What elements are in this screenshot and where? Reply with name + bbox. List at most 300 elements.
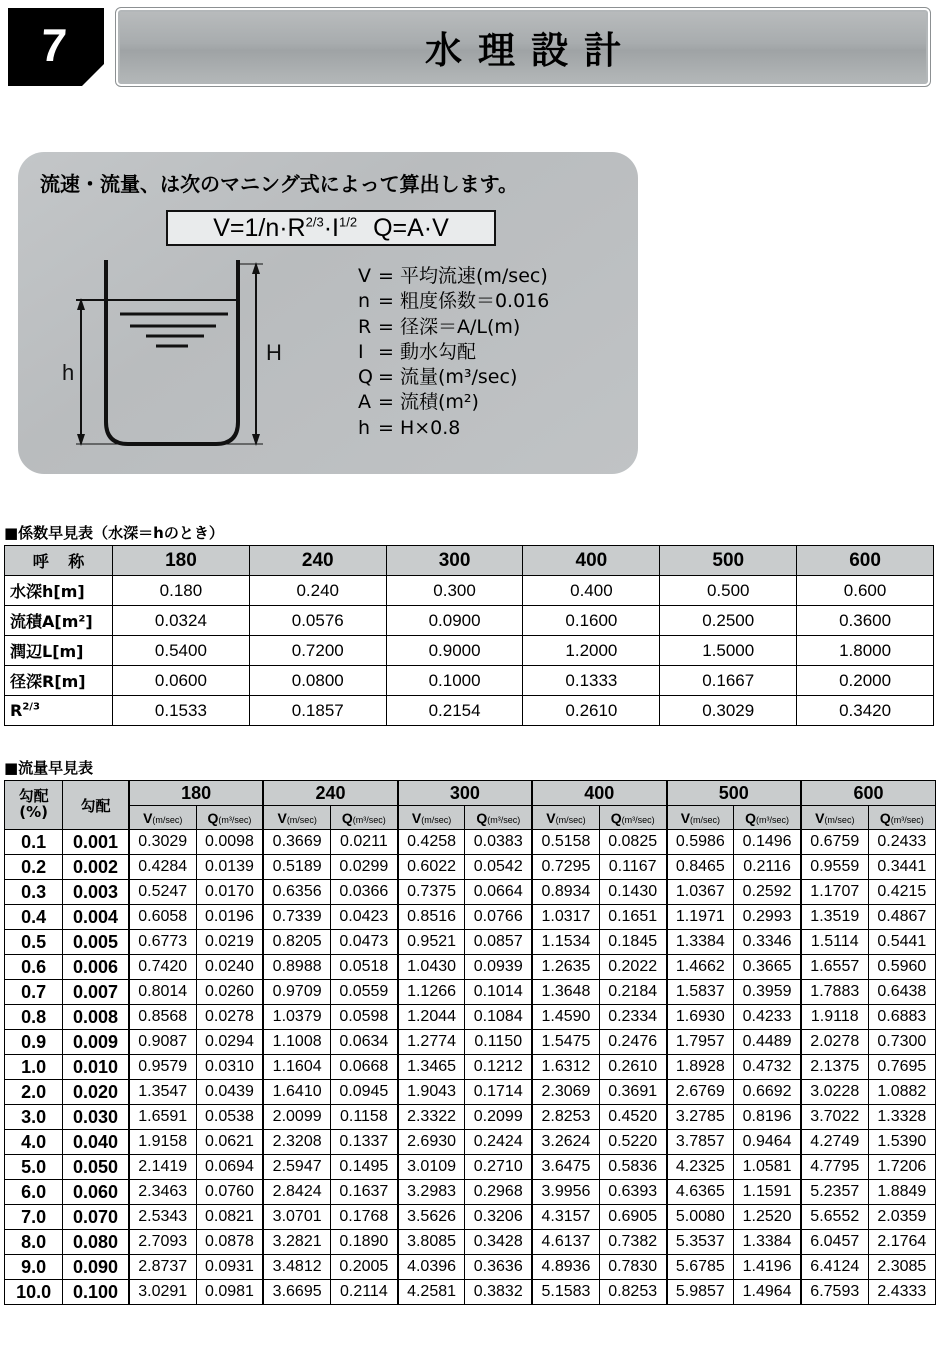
velocity-symbol: V: [277, 809, 287, 826]
discharge-cell: 0.0621: [196, 1130, 263, 1155]
velocity-cell: 3.8085: [398, 1230, 465, 1255]
velocity-cell: 1.2044: [398, 1005, 465, 1030]
velocity-cell: 1.6410: [263, 1080, 330, 1105]
table-row: [5, 696, 934, 726]
discharge-cell: 0.2022: [599, 955, 666, 980]
discharge-unit: (m³/sec): [621, 814, 655, 825]
velocity-cell: 5.1583: [532, 1280, 599, 1305]
table-row: [5, 880, 936, 905]
discharge-cell: 0.1158: [331, 1105, 398, 1130]
discharge-cell: 0.3636: [465, 1255, 532, 1280]
discharge-cell: 0.1167: [599, 855, 666, 880]
coef-cell: 0.1667: [660, 666, 797, 696]
manning-equation: $V=1/n\cdot R^{2/3}\cdot I^{1/2}$ Q=A·V: [213, 213, 449, 242]
coef-row-label: 径深R[m]: [5, 666, 113, 696]
coef-cell: 0.2500: [660, 606, 797, 636]
discharge-cell: 0.7830: [599, 1255, 666, 1280]
discharge-cell: 0.0299: [331, 855, 398, 880]
discharge-cell: 0.5960: [868, 955, 935, 980]
table-row: [5, 606, 934, 636]
flow-size-header: 600: [801, 781, 936, 806]
gradient-cell: 0.020: [63, 1080, 129, 1105]
velocity-cell: 1.6312: [532, 1055, 599, 1080]
discharge-cell: 0.0694: [196, 1155, 263, 1180]
discharge-cell: 1.0581: [734, 1155, 801, 1180]
discharge-cell: 0.0825: [599, 830, 666, 855]
definition-symbol: R: [358, 315, 372, 338]
discharge-cell: 0.0439: [196, 1080, 263, 1105]
definition-text: 平均流速(m/sec): [399, 265, 548, 287]
manning-formula-box: [166, 210, 496, 246]
definition-equals: =: [378, 290, 394, 313]
discharge-cell: 0.2968: [465, 1180, 532, 1205]
velocity-unit: (m/sec): [286, 814, 317, 825]
velocity-cell: 5.9857: [667, 1280, 734, 1305]
discharge-cell: 0.2424: [465, 1130, 532, 1155]
velocity-cell: 5.0080: [667, 1205, 734, 1230]
table-header-row: [5, 546, 934, 576]
gradient-percent-cell: 1.0: [5, 1055, 63, 1080]
velocity-cell: 2.3069: [532, 1080, 599, 1105]
velocity-cell: 2.3208: [263, 1130, 330, 1155]
discharge-cell: 0.0139: [196, 855, 263, 880]
discharge-cell: 0.6393: [599, 1180, 666, 1205]
velocity-cell: 1.1266: [398, 980, 465, 1005]
channel-diagram: [48, 252, 338, 462]
gradient-cell: 0.010: [63, 1055, 129, 1080]
velocity-cell: 1.5475: [532, 1030, 599, 1055]
table-row: [5, 1230, 936, 1255]
discharge-cell: 0.1014: [465, 980, 532, 1005]
discharge-symbol: Q: [207, 809, 219, 826]
discharge-cell: 0.8196: [734, 1105, 801, 1130]
discharge-unit: (m³/sec): [487, 814, 521, 825]
flow-size-header: 500: [667, 781, 801, 806]
velocity-unit: (m/sec): [152, 814, 183, 825]
discharge-symbol: Q: [341, 809, 353, 826]
velocity-cell: 3.5626: [398, 1205, 465, 1230]
table-row: [5, 830, 936, 855]
discharge-cell: 0.0278: [196, 1005, 263, 1030]
discharge-unit: (m³/sec): [218, 814, 252, 825]
discharge-cell: 0.0098: [196, 830, 263, 855]
discharge-cell: 0.1637: [331, 1180, 398, 1205]
velocity-cell: 0.8516: [398, 905, 465, 930]
discharge-cell: 0.1890: [331, 1230, 398, 1255]
discharge-cell: 0.0945: [331, 1080, 398, 1105]
discharge-cell: 0.1495: [331, 1155, 398, 1180]
gradient-cell: 0.100: [63, 1280, 129, 1305]
velocity-cell: 0.7420: [129, 955, 196, 980]
discharge-cell: 0.0857: [465, 930, 532, 955]
discharge-cell: 0.0366: [331, 880, 398, 905]
discharge-cell: 0.7382: [599, 1230, 666, 1255]
velocity-cell: 1.7883: [801, 980, 868, 1005]
gradient-percent-cell: 0.4: [5, 905, 63, 930]
gradient-cell: 0.007: [63, 980, 129, 1005]
velocity-cell: 1.1604: [263, 1055, 330, 1080]
velocity-unit: (m/sec): [824, 814, 855, 825]
flow-size-header: 180: [129, 781, 263, 806]
gradient-cell: 0.070: [63, 1205, 129, 1230]
coef-size-header: 500: [660, 546, 797, 576]
gradient-cell: 0.006: [63, 955, 129, 980]
definition-symbol: V: [358, 265, 371, 287]
velocity-cell: 1.2774: [398, 1030, 465, 1055]
flow-table-body: [5, 830, 936, 1305]
discharge-cell: 0.3428: [465, 1230, 532, 1255]
velocity-cell: 3.6695: [263, 1280, 330, 1305]
velocity-cell: 1.4662: [667, 955, 734, 980]
velocity-cell: 1.0367: [667, 880, 734, 905]
discharge-cell: 0.2476: [599, 1030, 666, 1055]
discharge-cell: 0.5220: [599, 1130, 666, 1155]
velocity-cell: 2.6769: [667, 1080, 734, 1105]
formula-panel: [18, 152, 638, 474]
velocity-cell: 1.8928: [667, 1055, 734, 1080]
definition-symbol: Q: [358, 366, 373, 389]
discharge-unit: (m³/sec): [352, 814, 386, 825]
discharge-cell: 0.0240: [196, 955, 263, 980]
channel-wall-path: [106, 260, 238, 444]
gradient-percent-header: [5, 781, 63, 830]
discharge-cell: 0.0542: [465, 855, 532, 880]
discharge-cell: 0.5836: [599, 1155, 666, 1180]
coef-cell: 0.300: [386, 576, 523, 606]
velocity-cell: 6.4124: [801, 1255, 868, 1280]
discharge-cell: 0.0310: [196, 1055, 263, 1080]
velocity-cell: 1.9118: [801, 1005, 868, 1030]
discharge-cell: 0.2993: [734, 905, 801, 930]
definition-equals: =: [378, 416, 394, 439]
velocity-cell: 0.8014: [129, 980, 196, 1005]
discharge-cell: 0.0939: [465, 955, 532, 980]
velocity-cell: 3.2983: [398, 1180, 465, 1205]
discharge-cell: 0.2005: [331, 1255, 398, 1280]
definition-text: H×0.8: [399, 416, 461, 439]
velocity-cell: 1.9043: [398, 1080, 465, 1105]
velocity-cell: 4.8936: [532, 1255, 599, 1280]
velocity-cell: 1.1008: [263, 1030, 330, 1055]
definition-row: [358, 390, 549, 415]
coef-cell: 0.2610: [523, 696, 660, 726]
flow-size-header: 300: [398, 781, 532, 806]
velocity-cell: 6.0457: [801, 1230, 868, 1255]
coef-cell: 0.3420: [797, 696, 934, 726]
coef-cell: 0.1000: [386, 666, 523, 696]
discharge-cell: 0.3691: [599, 1080, 666, 1105]
discharge-cell: 0.0668: [331, 1055, 398, 1080]
formula-lead-text: 流速・流量、は次のマニング式によって算出します。: [40, 172, 518, 196]
velocity-cell: 0.8988: [263, 955, 330, 980]
velocity-cell: 0.4284: [129, 855, 196, 880]
discharge-cell: 0.2116: [734, 855, 801, 880]
table-row: [5, 1005, 936, 1030]
coef-cell: 1.5000: [660, 636, 797, 666]
velocity-cell: 2.8424: [263, 1180, 330, 1205]
gradient-percent-cell: 7.0: [5, 1205, 63, 1230]
velocity-cell: 1.4590: [532, 1005, 599, 1030]
velocity-cell: 1.0379: [263, 1005, 330, 1030]
gradient-percent-cell: 2.0: [5, 1080, 63, 1105]
table-row: [5, 1180, 936, 1205]
coefficient-table: [4, 545, 934, 726]
velocity-cell: 4.6137: [532, 1230, 599, 1255]
velocity-unit: (m/sec): [690, 814, 721, 825]
velocity-cell: 5.2357: [801, 1180, 868, 1205]
gradient-percent-label-line2: (%): [19, 803, 48, 821]
table-row: [5, 666, 934, 696]
discharge-cell: 0.4233: [734, 1005, 801, 1030]
coef-cell: 0.0800: [249, 666, 386, 696]
discharge-cell: 0.0821: [196, 1205, 263, 1230]
discharge-cell: 0.3441: [868, 855, 935, 880]
table-row: [5, 1030, 936, 1055]
discharge-cell: 0.0931: [196, 1255, 263, 1280]
velocity-cell: 1.6930: [667, 1005, 734, 1030]
table-row: [5, 955, 936, 980]
velocity-symbol: V: [143, 809, 153, 826]
table-row: [5, 855, 936, 880]
discharge-cell: 0.0598: [331, 1005, 398, 1030]
velocity-cell: 1.1707: [801, 880, 868, 905]
gradient-percent-cell: 0.1: [5, 830, 63, 855]
velocity-cell: 0.6773: [129, 930, 196, 955]
table-row: [5, 1105, 936, 1130]
velocity-cell: 2.8253: [532, 1105, 599, 1130]
gradient-cell: 0.008: [63, 1005, 129, 1030]
discharge-unit: (m³/sec): [756, 814, 790, 825]
discharge-cell: 0.0878: [196, 1230, 263, 1255]
discharge-cell: 0.3206: [465, 1205, 532, 1230]
velocity-cell: 4.2581: [398, 1280, 465, 1305]
definition-text: 流積(m²): [399, 391, 479, 414]
discharge-cell: 0.0196: [196, 905, 263, 930]
gradient-percent-cell: 9.0: [5, 1255, 63, 1280]
discharge-cell: 0.0423: [331, 905, 398, 930]
gradient-cell: 0.002: [63, 855, 129, 880]
coef-row-label: 水深h[m]: [5, 576, 113, 606]
chapter-number: 7: [39, 19, 69, 71]
velocity-unit: (m/sec): [421, 814, 452, 825]
velocity-cell: 3.9956: [532, 1180, 599, 1205]
discharge-cell: 0.4215: [868, 880, 935, 905]
velocity-cell: 0.7375: [398, 880, 465, 905]
velocity-cell: 0.8465: [667, 855, 734, 880]
velocity-cell: 1.3465: [398, 1055, 465, 1080]
discharge-symbol: Q: [476, 809, 488, 826]
coef-cell: 0.1857: [249, 696, 386, 726]
discharge-cell: 0.3665: [734, 955, 801, 980]
coef-row-label: 流積A[m²]: [5, 606, 113, 636]
discharge-cell: 1.3328: [868, 1105, 935, 1130]
coef-cell: 1.2000: [523, 636, 660, 666]
discharge-cell: 0.0634: [331, 1030, 398, 1055]
velocity-unit-header: [263, 806, 330, 830]
coef-row-label: 潤辺L[m]: [5, 636, 113, 666]
velocity-cell: 3.7857: [667, 1130, 734, 1155]
gradient-cell: 0.030: [63, 1105, 129, 1130]
discharge-cell: 0.0219: [196, 930, 263, 955]
discharge-symbol: Q: [610, 809, 622, 826]
discharge-unit-header: [868, 806, 935, 830]
coef-cell: 0.180: [113, 576, 250, 606]
discharge-cell: 1.4964: [734, 1280, 801, 1305]
coef-cell: 0.7200: [249, 636, 386, 666]
velocity-cell: 1.3547: [129, 1080, 196, 1105]
gradient-percent-cell: 3.0: [5, 1105, 63, 1130]
definition-equals: =: [378, 366, 394, 389]
velocity-cell: 2.0099: [263, 1105, 330, 1130]
velocity-cell: 0.5158: [532, 830, 599, 855]
coef-size-header: 300: [386, 546, 523, 576]
coef-cell: 0.600: [797, 576, 934, 606]
discharge-symbol: Q: [745, 809, 757, 826]
velocity-cell: 0.7295: [532, 855, 599, 880]
velocity-cell: 0.9579: [129, 1055, 196, 1080]
velocity-cell: 4.3157: [532, 1205, 599, 1230]
gradient-percent-cell: 8.0: [5, 1230, 63, 1255]
table-header-row-top: [5, 781, 936, 806]
velocity-cell: 3.0291: [129, 1280, 196, 1305]
velocity-cell: 0.9087: [129, 1030, 196, 1055]
discharge-cell: 0.1845: [599, 930, 666, 955]
velocity-cell: 4.6365: [667, 1180, 734, 1205]
gradient-cell: 0.050: [63, 1155, 129, 1180]
velocity-cell: 1.9158: [129, 1130, 196, 1155]
discharge-cell: 0.4489: [734, 1030, 801, 1055]
definition-text: 径深＝A/L(m): [399, 315, 521, 338]
definition-equals: =: [378, 315, 394, 338]
discharge-cell: 0.1337: [331, 1130, 398, 1155]
table-row: [5, 930, 936, 955]
flow-rate-table: [4, 780, 936, 1305]
definition-equals: =: [378, 340, 394, 363]
table-row: [5, 1205, 936, 1230]
discharge-cell: 1.5390: [868, 1130, 935, 1155]
velocity-unit-header: [667, 806, 734, 830]
definition-symbol: n: [358, 290, 371, 313]
page-title: 水理設計: [425, 29, 637, 72]
discharge-unit-header: [331, 806, 398, 830]
discharge-cell: 0.2334: [599, 1005, 666, 1030]
channel-diagram-svg: [48, 252, 338, 462]
discharge-cell: 0.0260: [196, 980, 263, 1005]
coefficient-table-title: ■係数早見表（水深＝hのとき）: [4, 524, 224, 542]
coef-cell: 0.3600: [797, 606, 934, 636]
velocity-cell: 0.6022: [398, 855, 465, 880]
discharge-cell: 0.0766: [465, 905, 532, 930]
velocity-cell: 3.2785: [667, 1105, 734, 1130]
coef-cell: 0.400: [523, 576, 660, 606]
velocity-cell: 1.0317: [532, 905, 599, 930]
coef-cell: 0.0600: [113, 666, 250, 696]
velocity-cell: 1.2635: [532, 955, 599, 980]
definition-row: [358, 289, 549, 314]
velocity-cell: 1.7957: [667, 1030, 734, 1055]
velocity-cell: 0.3029: [129, 830, 196, 855]
definition-equals: =: [378, 391, 394, 414]
discharge-cell: 0.1084: [465, 1005, 532, 1030]
discharge-cell: 0.1714: [465, 1080, 532, 1105]
discharge-cell: 1.0882: [868, 1080, 935, 1105]
gradient-percent-cell: 6.0: [5, 1180, 63, 1205]
velocity-cell: 3.2624: [532, 1130, 599, 1155]
velocity-cell: 3.2821: [263, 1230, 330, 1255]
definition-row: [358, 264, 549, 289]
velocity-symbol: V: [680, 809, 691, 826]
flow-size-header: 240: [263, 781, 397, 806]
title-plate: [116, 8, 930, 86]
coef-corner-label: 呼 称: [5, 546, 113, 576]
discharge-cell: 0.0518: [331, 955, 398, 980]
coef-cell: 0.0324: [113, 606, 250, 636]
definition-equals: =: [378, 265, 394, 287]
discharge-cell: 0.0538: [196, 1105, 263, 1130]
velocity-cell: 5.6552: [801, 1205, 868, 1230]
discharge-cell: 0.0981: [196, 1280, 263, 1305]
coef-cell: 0.1333: [523, 666, 660, 696]
velocity-cell: 1.1971: [667, 905, 734, 930]
discharge-cell: 0.2184: [599, 980, 666, 1005]
discharge-cell: 0.7695: [868, 1055, 935, 1080]
velocity-cell: 0.8934: [532, 880, 599, 905]
coef-size-header: 600: [797, 546, 934, 576]
velocity-cell: 0.6058: [129, 905, 196, 930]
discharge-unit-header: [599, 806, 666, 830]
velocity-unit-header: [129, 806, 196, 830]
velocity-cell: 3.0701: [263, 1205, 330, 1230]
discharge-cell: 0.4732: [734, 1055, 801, 1080]
velocity-cell: 4.2749: [801, 1130, 868, 1155]
definition-row: [358, 365, 549, 390]
discharge-cell: 0.0473: [331, 930, 398, 955]
discharge-cell: 0.0211: [331, 830, 398, 855]
velocity-cell: 6.7593: [801, 1280, 868, 1305]
gradient-header: 勾配: [63, 781, 129, 830]
discharge-cell: 0.4520: [599, 1105, 666, 1130]
gradient-cell: 0.080: [63, 1230, 129, 1255]
velocity-cell: 2.3322: [398, 1105, 465, 1130]
table-row: [5, 1255, 936, 1280]
definition-symbol: h: [358, 416, 371, 439]
discharge-cell: 0.0559: [331, 980, 398, 1005]
definition-row: [358, 340, 549, 365]
definition-text: 動水勾配: [399, 340, 476, 363]
velocity-cell: 1.5837: [667, 980, 734, 1005]
velocity-cell: 1.6557: [801, 955, 868, 980]
velocity-cell: 3.0228: [801, 1080, 868, 1105]
velocity-cell: 1.5114: [801, 930, 868, 955]
discharge-cell: 0.1496: [734, 830, 801, 855]
gradient-percent-cell: 4.0: [5, 1130, 63, 1155]
discharge-unit-header: [196, 806, 263, 830]
discharge-cell: 0.9464: [734, 1130, 801, 1155]
definition-symbol: A: [358, 391, 371, 414]
gradient-percent-cell: 0.5: [5, 930, 63, 955]
gradient-cell: 0.001: [63, 830, 129, 855]
definition-symbol: I: [358, 340, 364, 363]
velocity-cell: 1.1534: [532, 930, 599, 955]
definition-text: 粗度係数＝0.016: [399, 290, 550, 313]
coef-cell: 0.9000: [386, 636, 523, 666]
gradient-cell: 0.009: [63, 1030, 129, 1055]
discharge-cell: 0.3959: [734, 980, 801, 1005]
discharge-cell: 0.8253: [599, 1280, 666, 1305]
discharge-cell: 0.0170: [196, 880, 263, 905]
discharge-cell: 0.3346: [734, 930, 801, 955]
page-header: [0, 8, 940, 86]
